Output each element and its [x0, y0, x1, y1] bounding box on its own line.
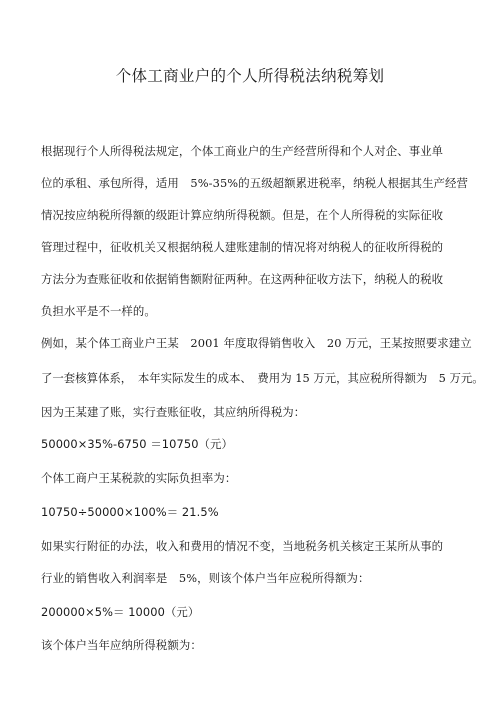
document-title: 个体工商业户的个人所得税法纳税筹划: [115, 67, 385, 85]
paragraph-line: 个体工商户王某税款的实际负担率为：: [41, 471, 237, 485]
paragraph-line: 如果实行附征的办法，收入和费用的情况不变，当地税务机关核定王某所从事的: [41, 539, 444, 553]
paragraph-line: 情况按应纳税所得额的级距计算应纳所得税额。但是，在个人所得税的实际征收: [41, 208, 444, 222]
paragraph-line: 因为王某建了账，实行查账征收，其应纳所得税为：: [41, 405, 306, 419]
paragraph-line: 位的承租、承包所得，适用 5%-35%的五级超额累进税率，纳税人根据其生产经营: [41, 176, 469, 190]
paragraph-line: 负担水平是不一样的。: [41, 304, 156, 318]
paragraph-line: 例如，某个体工商业户王某 2001 年度取得销售收入 20 万元，王某按照要求建立: [41, 336, 472, 350]
paragraph-line: 根据现行个人所得税法规定，个体工商业户的生产经营所得和个人对企、事业单: [41, 144, 444, 158]
paragraph-line: 管理过程中，征收机关又根据纳税人建账建制的情况将对纳税人的征收所得税的: [41, 240, 444, 254]
paragraph-line: 方法分为查账征收和依据销售额附征两种。在这两种征收方法下，纳税人的税收: [41, 272, 444, 286]
paragraph-line: 行业的销售收入利润率是 5%，则该个体户当年应税所得额为：: [41, 571, 370, 585]
formula-line: 50000×35%-6750 ＝10750（元）: [41, 437, 234, 451]
formula-line: 10750÷50000×100%＝ 21.5%: [41, 505, 219, 519]
paragraph-line: 该个体户当年应纳所得税额为：: [41, 638, 202, 652]
paragraph-line: 了一套核算体系， 本年实际发生的成本、 费用为 15 万元，其应税所得额为 5 万元。: [41, 371, 484, 385]
formula-line: 200000×5%＝ 10000（元）: [41, 605, 200, 619]
